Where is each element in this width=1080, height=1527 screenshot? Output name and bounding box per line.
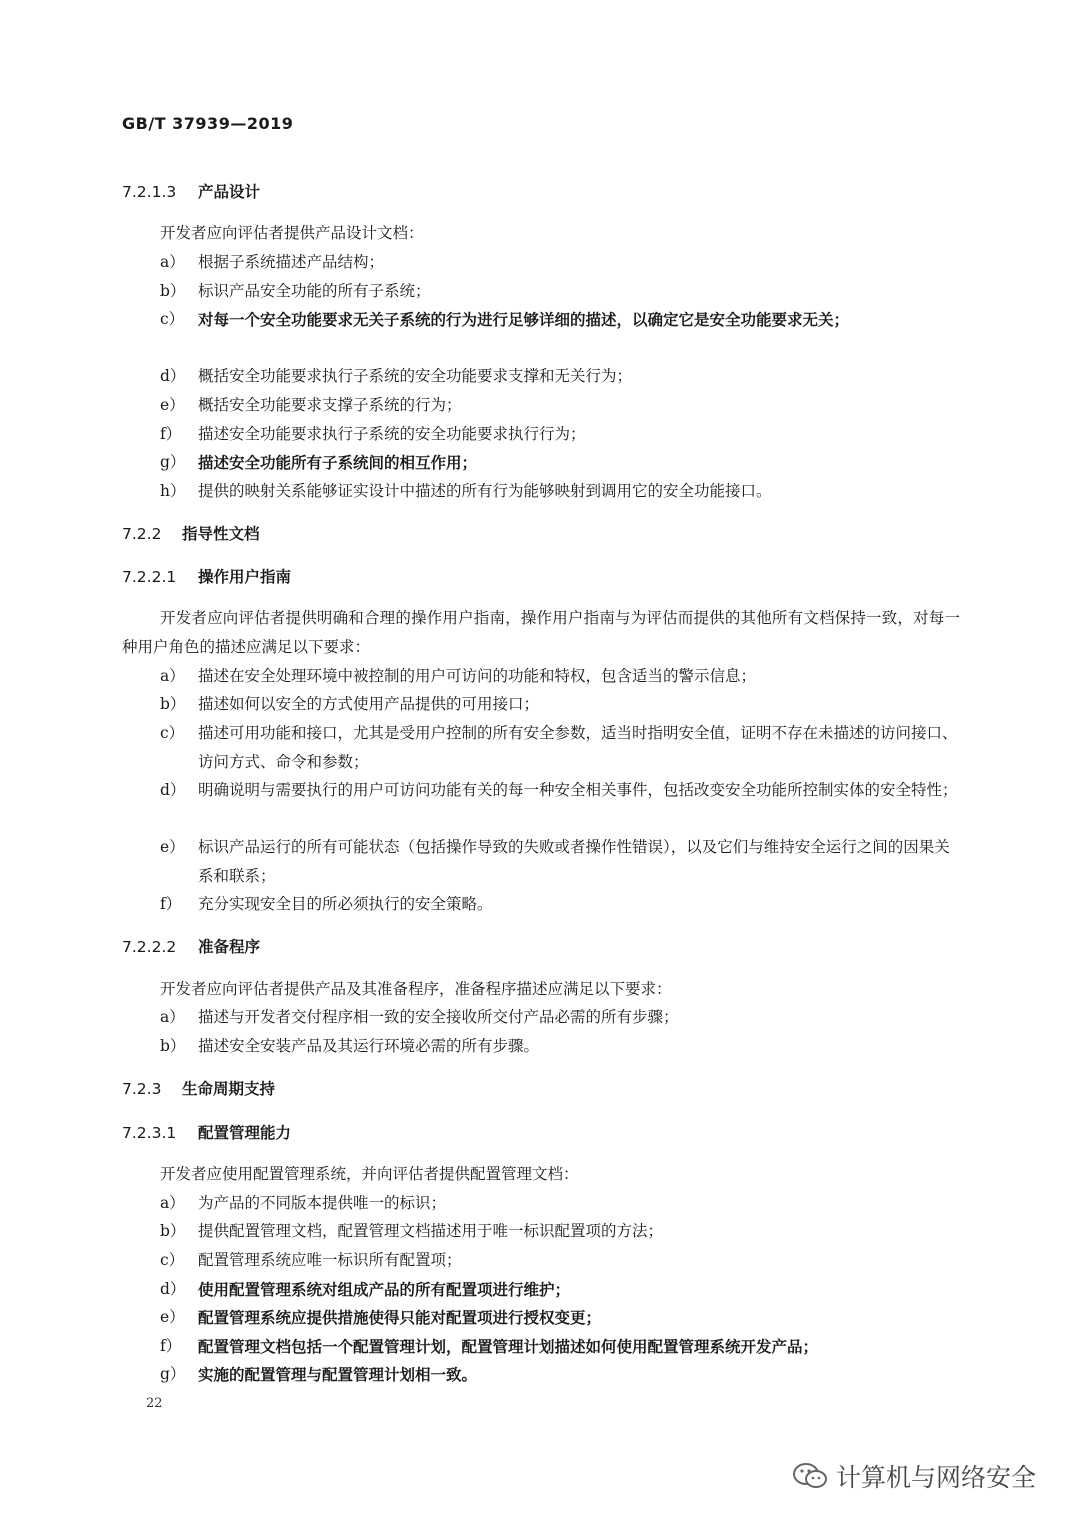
list-item: a） 描述在安全处理环境中被控制的用户可访问的功能和特权，包含适当的警示信息； xyxy=(160,667,757,685)
list-item: a） 为产品的不同版本提供唯一的标识； xyxy=(160,1194,447,1212)
section-heading-7-2-2-2 xyxy=(122,935,260,957)
section-heading-7-2-1-3 xyxy=(122,180,260,202)
standard-id: GB/T 37939—2019 xyxy=(122,114,294,133)
list-item: a） 根据子系统描述产品结构； xyxy=(160,253,385,271)
section-number: 7.2.1.3 xyxy=(122,183,177,201)
section-heading-7-2-3 xyxy=(122,1077,275,1099)
section-intro: 开发者应使用配置管理系统，并向评估者提供配置管理文档： xyxy=(160,1165,579,1183)
section-heading-7-2-3-1 xyxy=(122,1121,291,1143)
list-item: g） 实施的配置管理与配置管理计划相一致。 xyxy=(160,1365,478,1384)
section-intro: 开发者应向评估者提供产品设计文档： xyxy=(160,224,424,242)
list-item: b） 描述如何以安全的方式使用产品提供的可用接口； xyxy=(160,695,540,713)
section-intro: 开发者应向评估者提供产品及其准备程序，准备程序描述应满足以下要求： xyxy=(160,980,672,998)
list-item: c） 描述可用功能和接口，尤其是受用户控制的所有安全参数，适当时指明安全值，证明不存在未描述的访问接口、访问方式、命令和参数； xyxy=(160,724,958,771)
section-intro: 开发者应向评估者提供明确和合理的操作用户指南，操作用户指南与为评估而提供的其他所有文档保持一致，对每一种用户角色的描述应满足以下要求： xyxy=(122,609,960,656)
list-item: d） 概括安全功能要求执行子系统的安全功能要求支撑和无关行为； xyxy=(160,367,633,385)
section-number: 7.2.2.1 xyxy=(122,568,177,586)
list-item: b） 提供配置管理文档，配置管理文档描述用于唯一标识配置项的方法； xyxy=(160,1222,664,1240)
list-item: c） 配置管理系统应唯一标识所有配置项； xyxy=(160,1251,462,1269)
list-item: f） 描述安全功能要求执行子系统的安全功能要求执行行为； xyxy=(160,425,586,443)
section-title: 准备程序 xyxy=(198,938,261,956)
list-item: f） 配置管理文档包括一个配置管理计划，配置管理计划描述如何使用配置管理系统开发产品； xyxy=(160,1337,819,1356)
page-number: 22 xyxy=(146,1396,163,1411)
list-item: d） 使用配置管理系统对组成产品的所有配置项进行维护； xyxy=(160,1280,571,1299)
section-title: 产品设计 xyxy=(198,183,261,201)
list-item: e） 配置管理系统应提供措施使得只能对配置项进行授权变更； xyxy=(160,1308,602,1327)
list-item: h） 提供的映射关系能够证实设计中描述的所有行为能够映射到调用它的安全功能接口。 xyxy=(160,482,772,500)
section-heading-7-2-2-1 xyxy=(122,565,291,587)
wechat-icon xyxy=(792,1462,828,1490)
watermark xyxy=(792,1458,1036,1494)
list-item: e） 概括安全功能要求支撑子系统的行为； xyxy=(160,396,462,414)
list-item: a） 描述与开发者交付程序相一致的安全接收所交付产品必需的所有步骤； xyxy=(160,1008,679,1026)
list-item: d） 明确说明与需要执行的用户可访问功能有关的每一种安全相关事件，包括改变安全功能所控制实体的安全特性； xyxy=(160,781,958,799)
section-number: 7.2.3 xyxy=(122,1080,162,1098)
section-heading-7-2-2 xyxy=(122,522,260,544)
list-item: f） 充分实现安全目的所必须执行的安全策略。 xyxy=(160,895,493,913)
section-number: 7.2.2 xyxy=(122,525,162,543)
section-title: 生命周期支持 xyxy=(182,1080,276,1098)
list-item: g） 描述安全功能所有子系统间的相互作用； xyxy=(160,453,478,472)
list-item: e） 标识产品运行的所有可能状态（包括操作导致的失败或者操作性错误），以及它们与维持安全运行之间的因果关系和联系； xyxy=(160,838,950,885)
watermark-text: 计算机与网络安全 xyxy=(836,1463,1037,1492)
list-item: b） 描述安全安装产品及其运行环境必需的所有步骤。 xyxy=(160,1037,540,1055)
section-title: 操作用户指南 xyxy=(198,568,292,586)
list-item: c） 对每一个安全功能要求无关子系统的行为进行足够详细的描述，以确定它是安全功能要求无关； xyxy=(160,310,850,329)
section-title: 指导性文档 xyxy=(182,525,260,543)
section-title: 配置管理能力 xyxy=(198,1124,292,1142)
list-item: b） 标识产品安全功能的所有子系统； xyxy=(160,282,431,300)
section-number: 7.2.2.2 xyxy=(122,938,177,956)
section-number: 7.2.3.1 xyxy=(122,1124,177,1142)
